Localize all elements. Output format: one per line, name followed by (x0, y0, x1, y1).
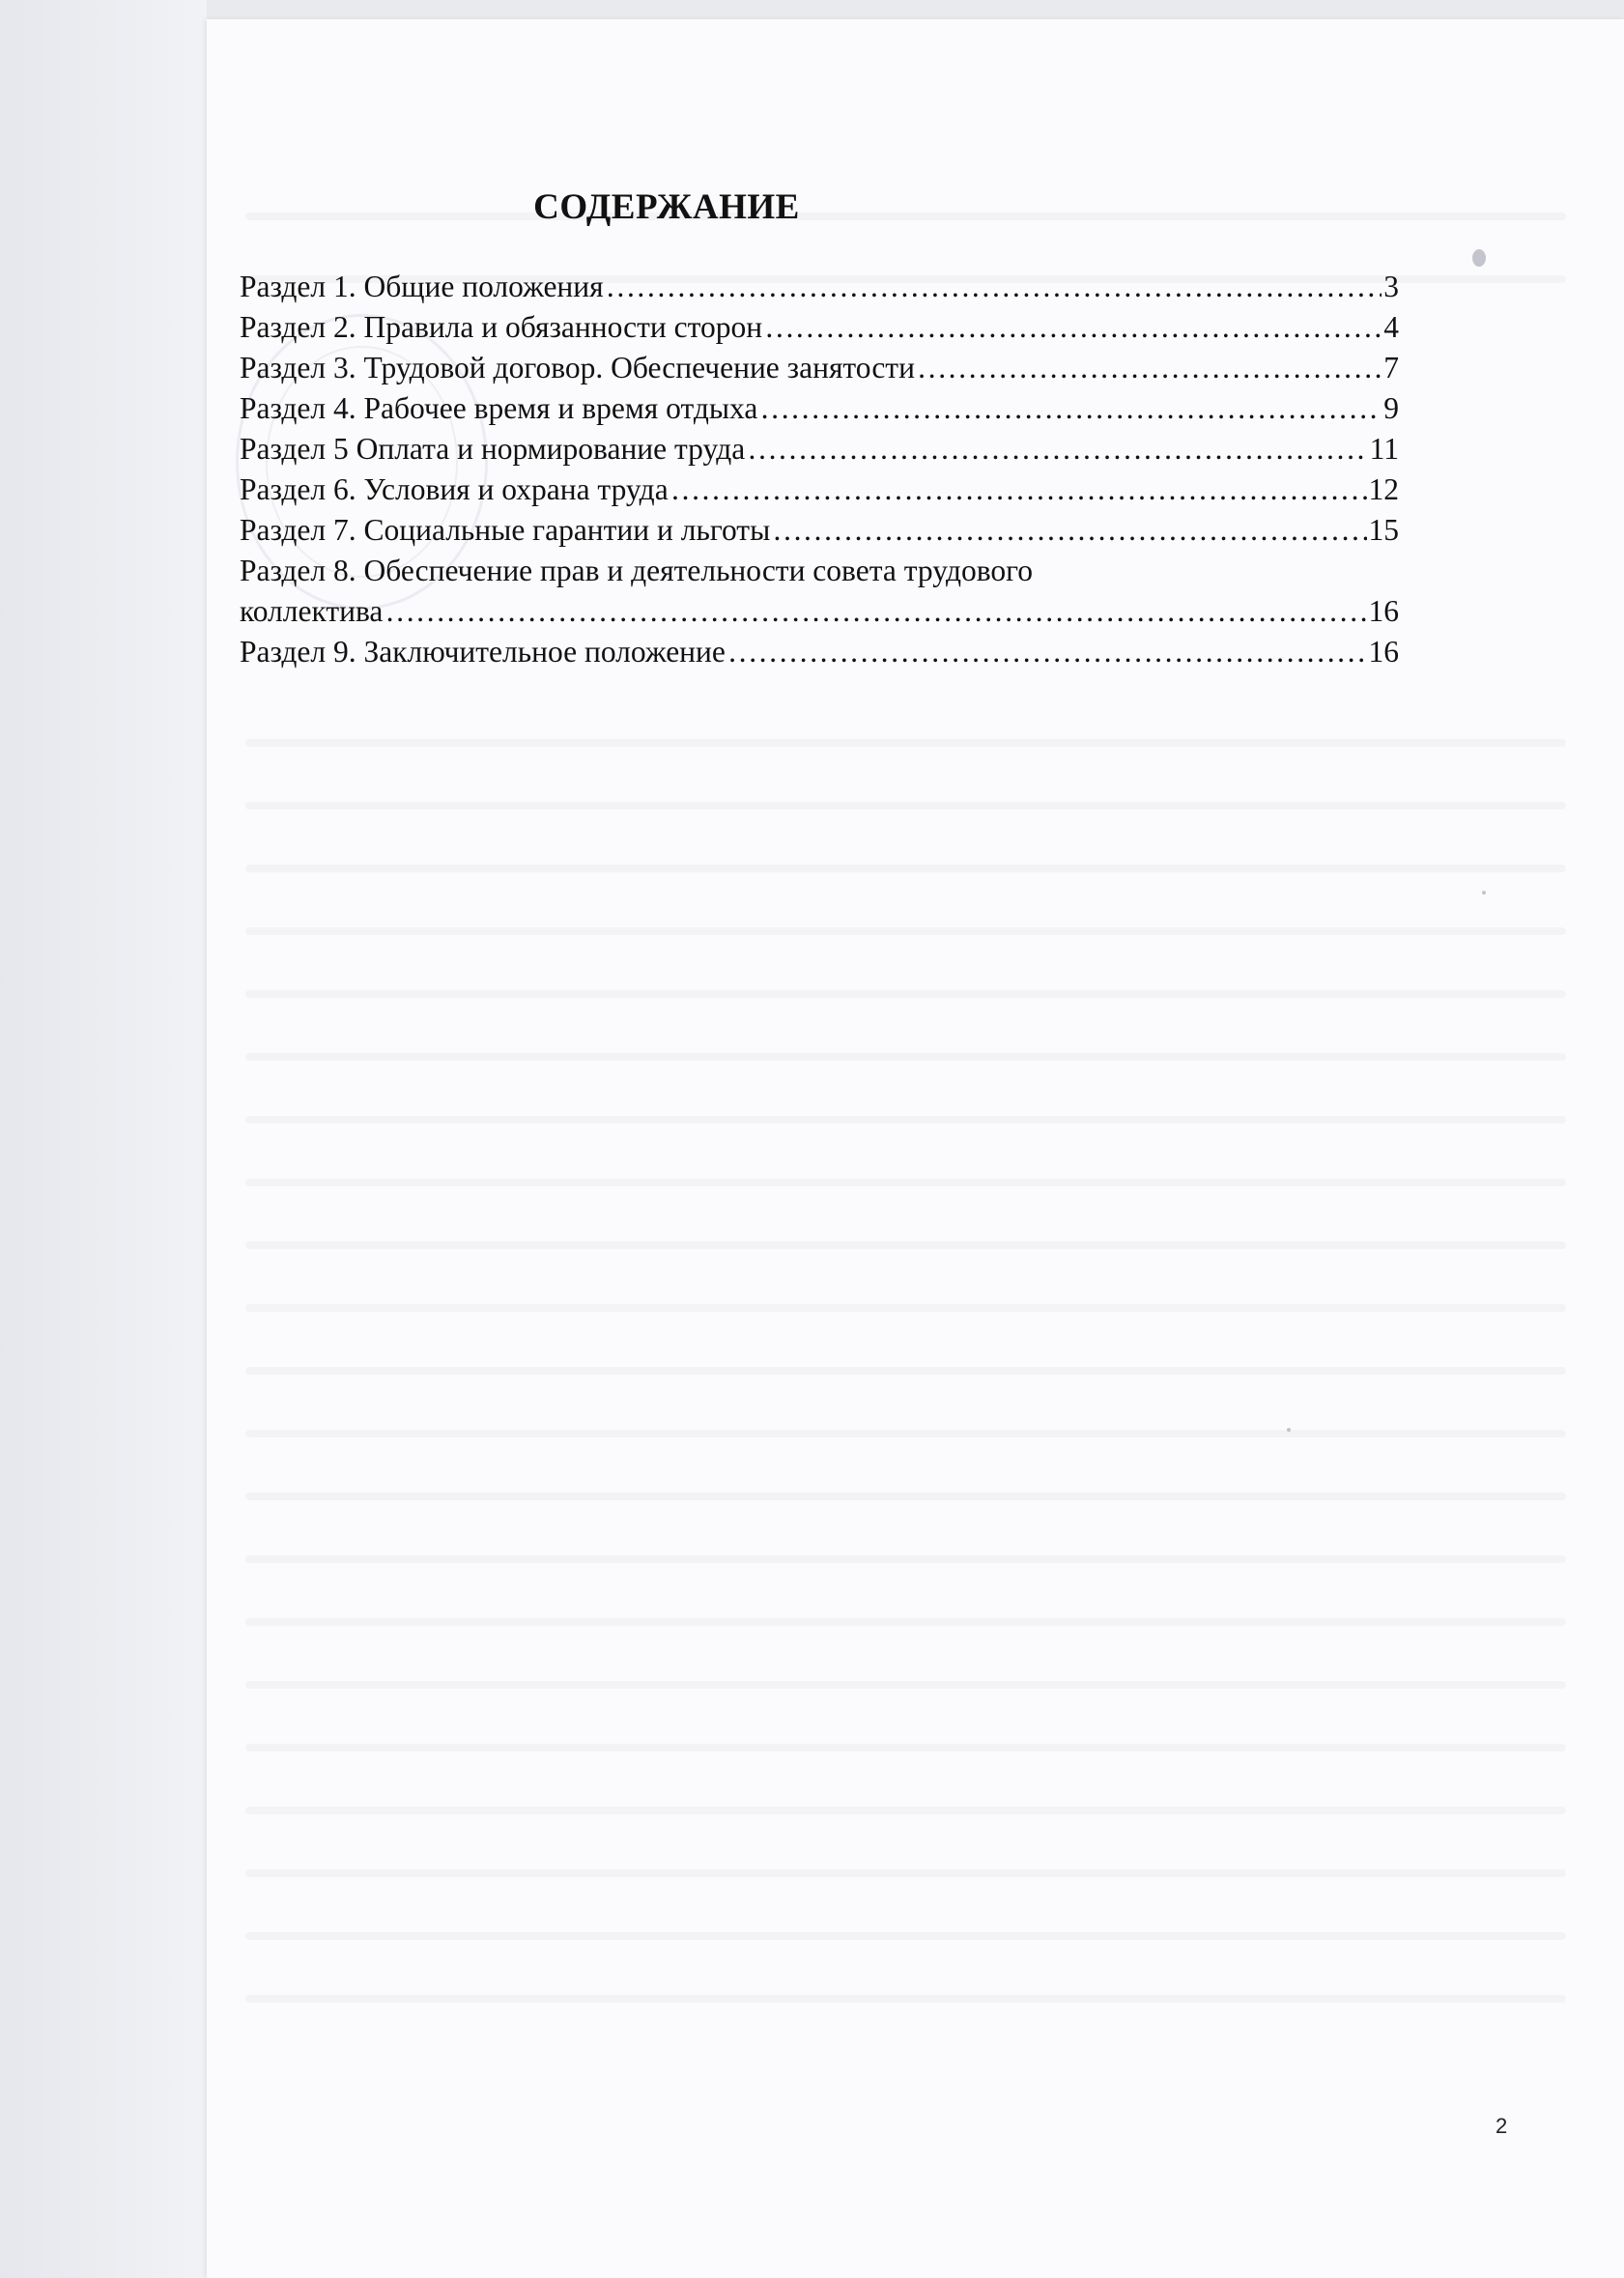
toc-entry-page: 15 (1368, 513, 1399, 547)
toc-dot-leader (759, 388, 1382, 429)
bleed-through (245, 1367, 1566, 1375)
toc-entry-page: 7 (1383, 351, 1399, 384)
toc-entry-label: Раздел 6. Условия и охрана труда (240, 472, 669, 506)
toc-entry-label: Раздел 7. Социальные гарантии и льготы (240, 513, 771, 547)
scan-left-margin (0, 0, 207, 2278)
toc-entry (240, 388, 1399, 429)
toc-entry (240, 510, 1399, 551)
toc-entry-page: 3 (1383, 270, 1399, 303)
toc-entry-label: коллектива (240, 594, 384, 628)
toc-entry (240, 591, 1399, 632)
bleed-through (245, 1179, 1566, 1186)
toc-dot-leader (606, 267, 1382, 307)
bleed-through (245, 1555, 1566, 1563)
table-of-contents (240, 267, 1399, 672)
bleed-through (245, 1116, 1566, 1124)
toc-dot-leader (727, 632, 1367, 672)
toc-dot-leader (747, 429, 1367, 470)
toc-entry (240, 632, 1399, 672)
bleed-through (245, 1681, 1566, 1689)
scan-speck (1287, 1428, 1291, 1432)
toc-entry-label: Раздел 2. Правила и обязанности сторон (240, 310, 763, 344)
toc-dot-leader (764, 307, 1382, 348)
bleed-through (245, 1241, 1566, 1249)
toc-dot-leader (385, 591, 1366, 632)
toc-entry-page: 11 (1369, 432, 1399, 466)
bleed-through (245, 1493, 1566, 1500)
toc-entry (240, 307, 1399, 348)
toc-entry-label: Раздел 5 Оплата и нормирование труда (240, 432, 746, 466)
bleed-through (245, 1618, 1566, 1626)
bleed-through (245, 1053, 1566, 1061)
bleed-through (245, 1932, 1566, 1940)
toc-entry (240, 429, 1399, 470)
toc-entry-label: Раздел 9. Заключительное положение (240, 635, 726, 669)
bleed-through (245, 802, 1566, 810)
scan-speck (1482, 891, 1486, 895)
toc-dot-leader (917, 348, 1382, 388)
bleed-through (245, 1744, 1566, 1751)
scan-speck (1472, 249, 1486, 267)
toc-entry-label: Раздел 4. Рабочее время и время отдыха (240, 391, 758, 425)
toc-entry-page: 4 (1383, 310, 1399, 344)
bleed-through (245, 1304, 1566, 1312)
toc-entry-page: 12 (1368, 472, 1399, 506)
bleed-through (245, 990, 1566, 998)
toc-entry-label: Раздел 8. Обеспечение прав и деятельности совета трудового (240, 554, 1034, 587)
bleed-through (245, 1869, 1566, 1877)
page-number: 2 (1496, 2114, 1508, 2138)
toc-entry (240, 267, 1399, 307)
bleed-through (245, 1430, 1566, 1438)
toc-entry-page: 16 (1368, 594, 1399, 628)
toc-entry-page: 9 (1383, 391, 1399, 425)
bleed-through (245, 927, 1566, 935)
toc-dot-leader (772, 510, 1366, 551)
page-title: СОДЕРЖАНИЕ (533, 186, 800, 227)
toc-entry (240, 348, 1399, 388)
toc-entry-label: Раздел 1. Общие положения (240, 270, 604, 303)
toc-entry (240, 551, 1399, 591)
bleed-through (245, 1807, 1566, 1814)
bleed-through (245, 865, 1566, 872)
bleed-through (245, 739, 1566, 747)
toc-entry (240, 470, 1399, 510)
toc-entry-label: Раздел 3. Трудовой договор. Обеспечение занятости (240, 351, 915, 384)
bleed-through (245, 1995, 1566, 2003)
toc-dot-leader (670, 470, 1367, 510)
toc-entry-page: 16 (1368, 635, 1399, 669)
